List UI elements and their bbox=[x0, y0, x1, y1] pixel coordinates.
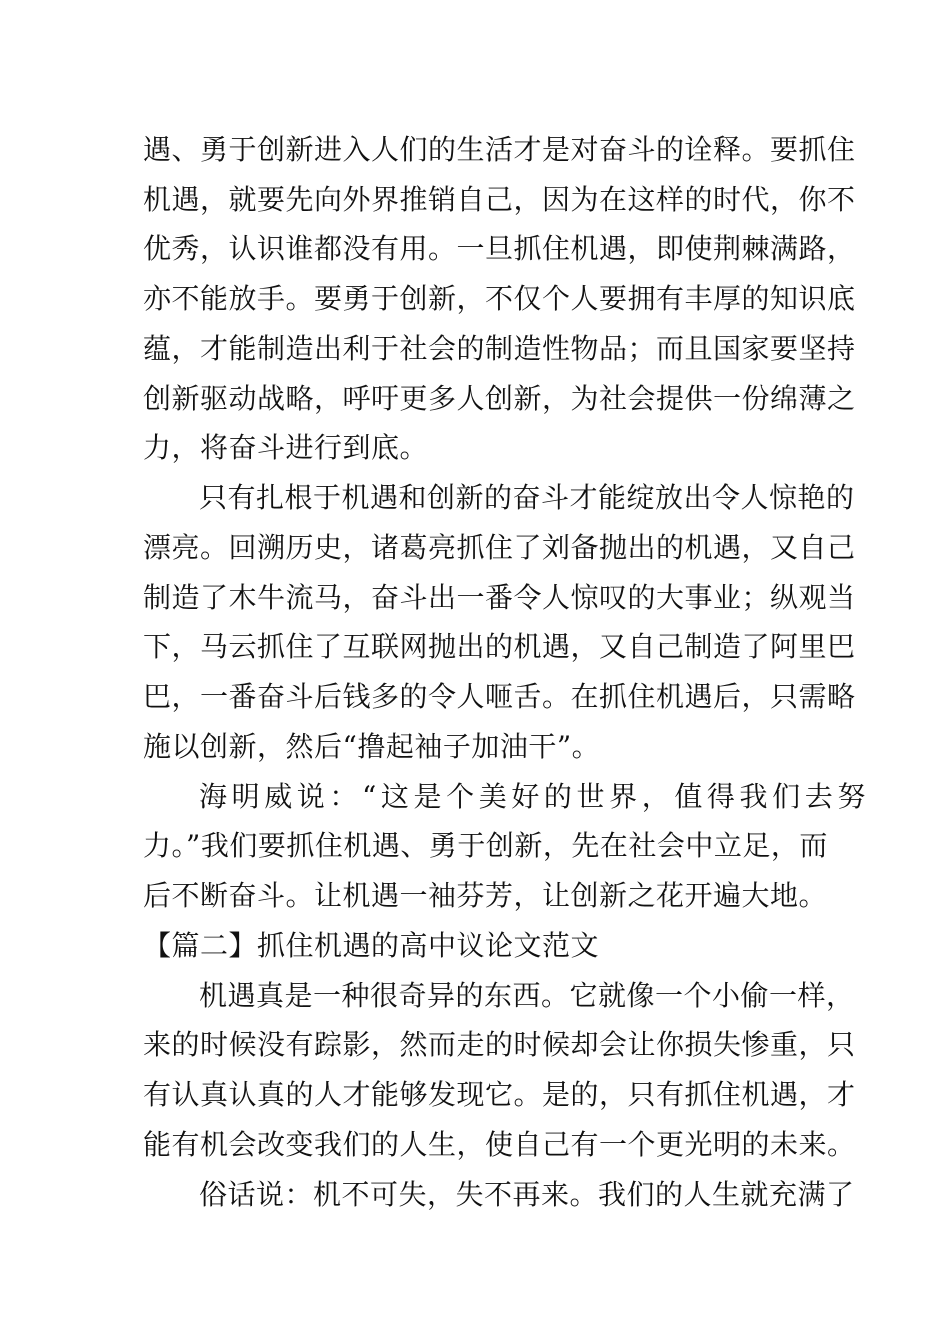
text-line: 创新驱动战略，呼吁更多人创新，为社会提供一份绵薄之 bbox=[143, 382, 856, 415]
text-line: 机遇，就要先向外界推销自己，因为在这样的时代，你不 bbox=[143, 183, 856, 216]
text-line: 下，马云抓住了互联网抛出的机遇，又自己制造了阿里巴 bbox=[143, 630, 856, 663]
text-line: 海明威说：“这是个美好的世界，值得我们去努 bbox=[199, 780, 870, 813]
text-line: 机遇真是一种很奇异的东西。它就像一个小偷一样， bbox=[199, 979, 855, 1012]
section-heading: 【篇二】抓住机遇的高中议论文范文 bbox=[143, 929, 600, 962]
text-line: 来的时候没有踪影，然而走的时候却会让你损失惨重，只 bbox=[143, 1028, 856, 1061]
text-line: 漂亮。回溯历史，诸葛亮抓住了刘备抛出的机遇，又自己 bbox=[143, 531, 856, 564]
text-line: 能有机会改变我们的人生，使自己有一个更光明的未来。 bbox=[143, 1128, 856, 1161]
text-line: 施以创新，然后“撸起袖子加油干”。 bbox=[143, 730, 601, 763]
text-line: 遇、勇于创新进入人们的生活才是对奋斗的诠释。要抓住 bbox=[143, 133, 856, 166]
text-line: 后不断奋斗。让机遇一袖芬芳，让创新之花开遍大地。 bbox=[143, 879, 828, 912]
text-line: 有认真认真的人才能够发现它。是的，只有抓住机遇，才 bbox=[143, 1078, 856, 1111]
text-line: 只有扎根于机遇和创新的奋斗才能绽放出令人惊艳的 bbox=[199, 481, 855, 514]
text-line: 优秀，认识谁都没有用。一旦抓住机遇，即使荆棘满路， bbox=[143, 232, 856, 265]
text-line: 巴，一番奋斗后钱多的令人咂舌。在抓住机遇后，只需略 bbox=[143, 680, 856, 713]
text-line: 力，将奋斗进行到底。 bbox=[143, 431, 429, 464]
text-line: 制造了木牛流马，奋斗出一番令人惊叹的大事业；纵观当 bbox=[143, 581, 856, 614]
text-line: 俗话说：机不可失，失不再来。我们的人生就充满了 bbox=[199, 1178, 855, 1211]
text-line: 蕴，才能制造出利于社会的制造性物品；而且国家要坚持 bbox=[143, 332, 856, 365]
text-line: 亦不能放手。要勇于创新，不仅个人要拥有丰厚的知识底 bbox=[143, 282, 856, 315]
text-line: 力。”我们要抓住机遇、勇于创新，先在社会中立足，而 bbox=[143, 829, 828, 862]
